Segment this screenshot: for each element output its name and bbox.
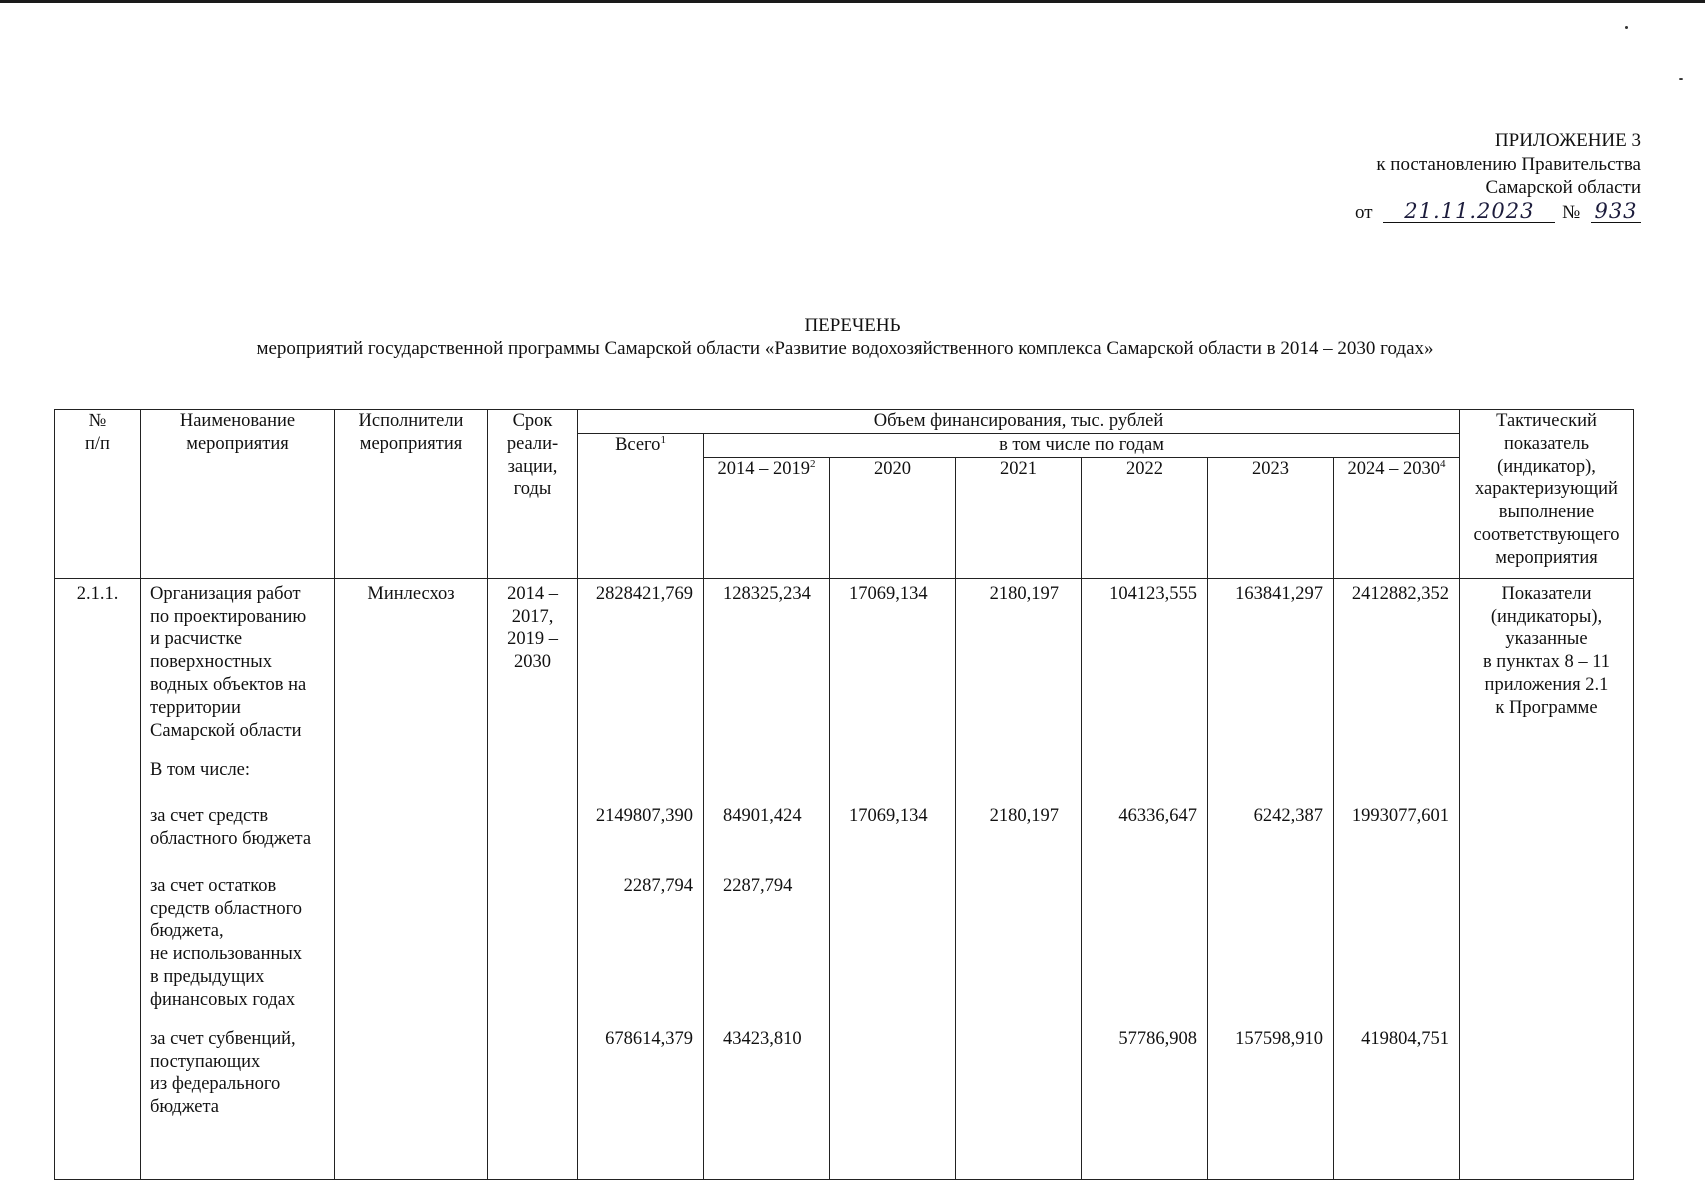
sub-row-label-line: за счет средств (150, 805, 269, 826)
header-total-label: Всего (615, 435, 661, 455)
header-indicator-line: выполнение (1498, 502, 1595, 523)
sub-row-label-line: за счет остатков (150, 875, 277, 896)
term-line: 2014 – (507, 583, 558, 604)
header-num-line: п/п (85, 433, 110, 454)
sub-row-label-line: поступающих (150, 1051, 261, 1072)
term-line: 2019 – (507, 629, 558, 650)
header-name-line: Наименование (179, 411, 296, 431)
scan-top-border (0, 0, 1705, 3)
measure-name-line: Самарской области (150, 720, 302, 741)
row-name-cell (141, 578, 335, 1179)
sub-row-label (150, 875, 302, 1012)
sub-row-label (150, 1028, 296, 1119)
indicator-text (1460, 583, 1633, 720)
footnote-mark: 1 (660, 434, 666, 446)
header-indicator-line: показатель (1503, 433, 1590, 454)
header-name-line: мероприятия (186, 433, 289, 454)
indicator-line: указанные (1505, 629, 1588, 650)
value-2014-2019: 2287,794 (723, 875, 793, 896)
total-cell (578, 578, 704, 1179)
document-subtitle: мероприятий государственной программы Самарской области «Развитие водохозяйственного комплекса Самарской области в 2014 – 2030 годах» (256, 338, 1434, 359)
scan-speck (1625, 26, 1628, 29)
header-name (141, 410, 335, 579)
row-number: 2.1.1. (76, 583, 119, 604)
value-2023: 6242,387 (1253, 805, 1323, 826)
executor: Минлесхоз (367, 583, 455, 604)
header-executors (335, 410, 488, 579)
value-2014-2019: 128325,234 (723, 583, 811, 604)
header-year-2022: 2022 (1082, 457, 1208, 578)
header-year-2014-2019 (704, 457, 830, 578)
appendix-block (1355, 129, 1641, 224)
value-total: 2149807,390 (595, 805, 693, 826)
header-term-line: Срок (512, 411, 553, 431)
row-executor-cell (335, 578, 488, 1179)
y2024-cell (1334, 578, 1460, 1179)
date-prefix: от (1355, 201, 1373, 223)
header-term-line: зации, (507, 456, 558, 477)
measure-name (150, 583, 306, 743)
scan-speck (1679, 78, 1683, 80)
header-indicator (1460, 410, 1634, 579)
value-2021: 2180,197 (989, 583, 1059, 604)
header-by-years: в том числе по годам (704, 434, 1460, 458)
sub-row-label-line: средств областного (150, 898, 302, 919)
header-indicator-line: Тактический (1496, 411, 1597, 431)
value-2020: 17069,134 (849, 805, 928, 826)
row-num-cell (55, 578, 141, 1179)
value-total: 2287,794 (623, 875, 693, 896)
measure-name-line: по проектированию (150, 606, 307, 627)
term-line: 2030 (514, 652, 551, 673)
value-2024-2030: 1993077,601 (1351, 805, 1449, 826)
footnote-mark: 2 (810, 457, 816, 470)
appendix-date-line (1355, 200, 1641, 225)
appendix-title: ПРИЛОЖЕНИЕ 3 (1494, 130, 1641, 151)
value-2022: 46336,647 (1118, 805, 1197, 826)
header-total (578, 434, 704, 579)
including-label: В том числе: (150, 759, 251, 780)
handwritten-date: 21.11.2023 (1383, 200, 1555, 223)
sub-row-label-line: за счет субвенций, (150, 1028, 296, 1049)
y2023-cell (1208, 578, 1334, 1179)
value-2024-2030: 2412882,352 (1351, 583, 1449, 604)
header-num (55, 410, 141, 579)
y2014-cell (704, 578, 830, 1179)
header-executors-line: мероприятия (359, 433, 463, 454)
value-2014-2019: 43423,810 (723, 1028, 802, 1049)
value-2020: 17069,134 (849, 583, 928, 604)
measure-name-line: территории (150, 697, 241, 718)
sub-row-label (150, 805, 311, 851)
sub-row-label-line: бюджета (150, 1097, 219, 1118)
header-term-line: реали- (506, 433, 559, 454)
appendix-line-3: Самарской области (1485, 177, 1641, 198)
header-num-line: № (88, 411, 107, 431)
measure-name-line: Организация работ (150, 583, 301, 604)
value-total: 678614,379 (605, 1028, 693, 1049)
value-2023: 163841,297 (1235, 583, 1323, 604)
value-2022: 57786,908 (1118, 1028, 1197, 1049)
header-funding: Объем финансирования, тыс. рублей (578, 410, 1460, 434)
value-total: 2828421,769 (595, 583, 693, 604)
indicator-line: к Программе (1495, 697, 1598, 718)
sub-row-label-line: не использованных (150, 944, 303, 965)
measure-name-line: и расчистке (150, 629, 243, 650)
sub-row-label-line: бюджета, (150, 921, 224, 942)
number-prefix: № (1562, 201, 1581, 223)
value-2021: 2180,197 (989, 805, 1059, 826)
document-title: ПЕРЕЧЕНЬ (804, 315, 901, 336)
value-2022: 104123,555 (1109, 583, 1197, 604)
sub-row-label-line: областного бюджета (150, 828, 312, 849)
header-year-2020: 2020 (830, 457, 956, 578)
appendix-line-2: к постановлению Правительства (1376, 153, 1641, 175)
y2020-cell (830, 578, 956, 1179)
footnote-mark: 4 (1440, 457, 1446, 470)
row-indicator-cell (1460, 578, 1634, 1179)
sub-row-label-line: из федерального (150, 1074, 281, 1095)
header-year-2021: 2021 (956, 457, 1082, 578)
indicator-line: Показатели (1501, 583, 1592, 604)
indicator-line: приложения 2.1 (1484, 674, 1609, 695)
header-indicator-line: (индикатор), (1497, 456, 1596, 477)
value-2023: 157598,910 (1235, 1028, 1323, 1049)
y2021-cell (956, 578, 1082, 1179)
header-executors-line: Исполнители (358, 411, 464, 431)
header-term-line: годы (513, 479, 552, 500)
term-line: 2017, (511, 606, 554, 627)
header-indicator-line: соответствующего (1473, 524, 1620, 545)
table-row (55, 578, 1634, 1179)
header-indicator-line: характеризующий (1475, 479, 1618, 500)
row-term-cell (488, 578, 578, 1179)
handwritten-number: 933 (1591, 200, 1641, 223)
value-2024-2030: 419804,751 (1361, 1028, 1449, 1049)
term (488, 583, 577, 674)
sub-row-label-line: в предыдущих (150, 966, 265, 987)
header-year-label: 2024 – 2030 (1347, 458, 1440, 479)
y2022-cell (1082, 578, 1208, 1179)
measure-name-line: водных объектов на (150, 674, 307, 695)
measures-table (54, 409, 1634, 1180)
header-year-label: 2014 – 2019 (717, 458, 810, 479)
measure-name-line: поверхностных (150, 652, 272, 673)
value-2014-2019: 84901,424 (723, 805, 802, 826)
sub-row-label-line: финансовых годах (150, 989, 296, 1010)
indicator-line: в пунктах 8 – 11 (1482, 652, 1611, 673)
header-term (488, 410, 578, 579)
indicator-line: (индикаторы), (1490, 606, 1603, 627)
header-year-2024-2030 (1334, 457, 1460, 578)
header-year-2023: 2023 (1208, 457, 1334, 578)
header-indicator-line: мероприятия (1495, 547, 1598, 568)
